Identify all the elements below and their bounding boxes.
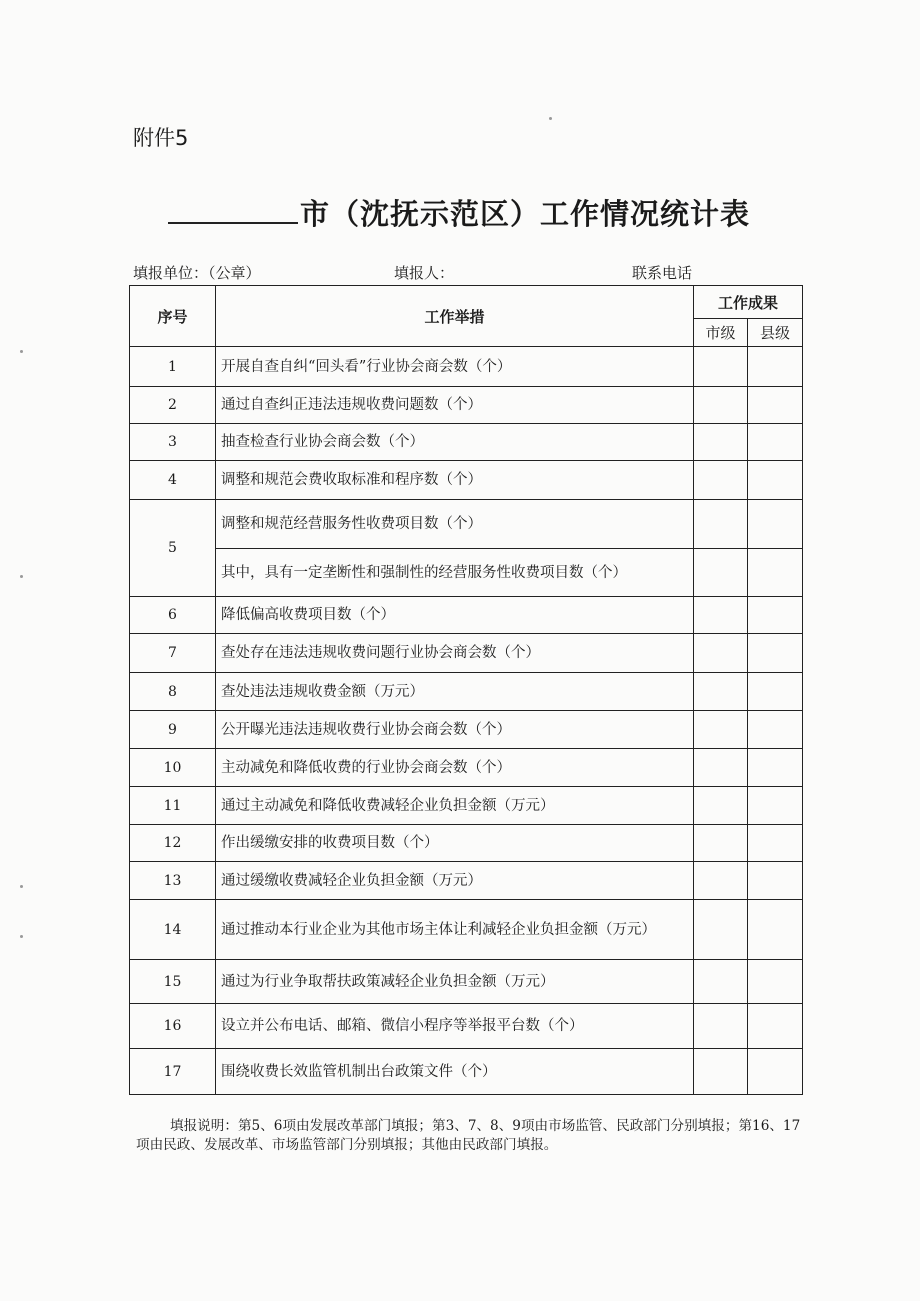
city-cell[interactable] bbox=[694, 500, 748, 549]
table-row bbox=[130, 900, 803, 960]
county-cell[interactable] bbox=[748, 960, 803, 1004]
table-row bbox=[130, 749, 803, 787]
table-row bbox=[130, 634, 803, 673]
row-item: 通过主动减免和降低收费减轻企业负担金额（万元） bbox=[216, 787, 694, 825]
row-item: 调整和规范会费收取标准和程序数（个） bbox=[216, 461, 694, 500]
table-row bbox=[130, 597, 803, 634]
row-seq: 11 bbox=[130, 787, 216, 825]
county-cell[interactable] bbox=[748, 1049, 803, 1095]
county-cell[interactable] bbox=[748, 549, 803, 597]
header-county: 县级 bbox=[748, 319, 803, 347]
title-text: 市（沈抚示范区）工作情况统计表 bbox=[300, 197, 751, 231]
table-row bbox=[130, 1049, 803, 1095]
city-cell[interactable] bbox=[694, 461, 748, 500]
county-cell[interactable] bbox=[748, 749, 803, 787]
header-city: 市级 bbox=[694, 319, 748, 347]
row-item: 通过自查纠正违法违规收费问题数（个） bbox=[216, 387, 694, 424]
row-seq: 12 bbox=[130, 825, 216, 862]
row-item: 通过推动本行业企业为其他市场主体让利减轻企业负担金额（万元） bbox=[216, 900, 694, 960]
county-cell[interactable] bbox=[748, 387, 803, 424]
row-item: 作出缓缴安排的收费项目数（个） bbox=[216, 825, 694, 862]
row-seq: 6 bbox=[130, 597, 216, 634]
row-item: 查处违法违规收费金额（万元） bbox=[216, 673, 694, 711]
county-cell[interactable] bbox=[748, 711, 803, 749]
county-cell[interactable] bbox=[748, 500, 803, 549]
row-seq: 17 bbox=[130, 1049, 216, 1095]
county-cell[interactable] bbox=[748, 461, 803, 500]
fill-unit-label: 填报单位：（公章） bbox=[133, 264, 261, 282]
row-item: 查处存在违法违规收费问题行业协会商会数（个） bbox=[216, 634, 694, 673]
city-cell[interactable] bbox=[694, 711, 748, 749]
table-row bbox=[130, 787, 803, 825]
county-cell[interactable] bbox=[748, 597, 803, 634]
county-cell[interactable] bbox=[748, 1004, 803, 1049]
row-seq: 15 bbox=[130, 960, 216, 1004]
scan-speck bbox=[20, 350, 23, 353]
fill-phone-label: 联系电话 bbox=[632, 264, 693, 282]
table-row bbox=[130, 500, 803, 549]
row-seq: 3 bbox=[130, 424, 216, 461]
row-item: 降低偏高收费项目数（个） bbox=[216, 597, 694, 634]
row-seq: 9 bbox=[130, 711, 216, 749]
scan-speck bbox=[20, 575, 23, 578]
city-cell[interactable] bbox=[694, 424, 748, 461]
city-cell[interactable] bbox=[694, 862, 748, 900]
table-row bbox=[130, 461, 803, 500]
city-cell[interactable] bbox=[694, 1004, 748, 1049]
scan-speck bbox=[20, 935, 23, 938]
county-cell[interactable] bbox=[748, 347, 803, 387]
county-cell[interactable] bbox=[748, 673, 803, 711]
row-sub-item: 其中，具有一定垄断性和强制性的经营服务性收费项目数（个） bbox=[216, 549, 694, 597]
table-row bbox=[130, 960, 803, 1004]
city-cell[interactable] bbox=[694, 825, 748, 862]
city-cell[interactable] bbox=[694, 549, 748, 597]
row-seq: 16 bbox=[130, 1004, 216, 1049]
city-cell[interactable] bbox=[694, 597, 748, 634]
document-title bbox=[168, 192, 750, 233]
city-cell[interactable] bbox=[694, 387, 748, 424]
county-cell[interactable] bbox=[748, 634, 803, 673]
row-seq: 8 bbox=[130, 673, 216, 711]
county-cell[interactable] bbox=[748, 787, 803, 825]
row-item: 通过为行业争取帮扶政策减轻企业负担金额（万元） bbox=[216, 960, 694, 1004]
row-item: 围绕收费长效监管机制出台政策文件（个） bbox=[216, 1049, 694, 1095]
row-seq: 2 bbox=[130, 387, 216, 424]
row-item: 抽查检查行业协会商会数（个） bbox=[216, 424, 694, 461]
county-cell[interactable] bbox=[748, 900, 803, 960]
table-row bbox=[130, 862, 803, 900]
attachment-label: 附件5 bbox=[133, 126, 189, 150]
city-cell[interactable] bbox=[694, 347, 748, 387]
table-row bbox=[130, 825, 803, 862]
fill-person-label: 填报人： bbox=[394, 264, 455, 282]
table-row bbox=[130, 673, 803, 711]
table-row bbox=[130, 711, 803, 749]
table-row bbox=[130, 1004, 803, 1049]
table-row bbox=[130, 549, 803, 597]
row-seq: 4 bbox=[130, 461, 216, 500]
table-row bbox=[130, 387, 803, 424]
statistics-table bbox=[129, 285, 803, 1095]
city-cell[interactable] bbox=[694, 900, 748, 960]
city-cell[interactable] bbox=[694, 960, 748, 1004]
row-seq: 14 bbox=[130, 900, 216, 960]
row-item: 调整和规范经营服务性收费项目数（个） bbox=[216, 500, 694, 549]
row-seq: 5 bbox=[130, 500, 216, 597]
row-item: 通过缓缴收费减轻企业负担金额（万元） bbox=[216, 862, 694, 900]
city-cell[interactable] bbox=[694, 673, 748, 711]
county-cell[interactable] bbox=[748, 424, 803, 461]
row-seq: 13 bbox=[130, 862, 216, 900]
row-item: 开展自查自纠“回头看”行业协会商会数（个） bbox=[216, 347, 694, 387]
row-seq: 1 bbox=[130, 347, 216, 387]
row-item: 主动减免和降低收费的行业协会商会数（个） bbox=[216, 749, 694, 787]
scan-speck bbox=[549, 117, 552, 120]
row-item: 公开曝光违法违规收费行业协会商会数（个） bbox=[216, 711, 694, 749]
header-result: 工作成果 bbox=[694, 286, 803, 319]
header-measure: 工作举措 bbox=[216, 286, 694, 347]
city-cell[interactable] bbox=[694, 749, 748, 787]
table-row bbox=[130, 424, 803, 461]
city-cell[interactable] bbox=[694, 634, 748, 673]
table-row bbox=[130, 347, 803, 387]
city-cell[interactable] bbox=[694, 1049, 748, 1095]
filling-instructions: 填报说明：第5、6项由发展改革部门填报；第3、7、8、9项由市场监管、民政部门分别填报；第16、17项由民政、发展改革、市场监管部门分别填报；其他由民政部门填报。 bbox=[136, 1118, 801, 1153]
header-seq: 序号 bbox=[130, 286, 216, 347]
row-seq: 7 bbox=[130, 634, 216, 673]
city-name-blank bbox=[168, 196, 298, 224]
scan-speck bbox=[20, 885, 23, 888]
row-item: 设立并公布电话、邮箱、微信小程序等举报平台数（个） bbox=[216, 1004, 694, 1049]
county-cell[interactable] bbox=[748, 862, 803, 900]
city-cell[interactable] bbox=[694, 787, 748, 825]
county-cell[interactable] bbox=[748, 825, 803, 862]
row-seq: 10 bbox=[130, 749, 216, 787]
